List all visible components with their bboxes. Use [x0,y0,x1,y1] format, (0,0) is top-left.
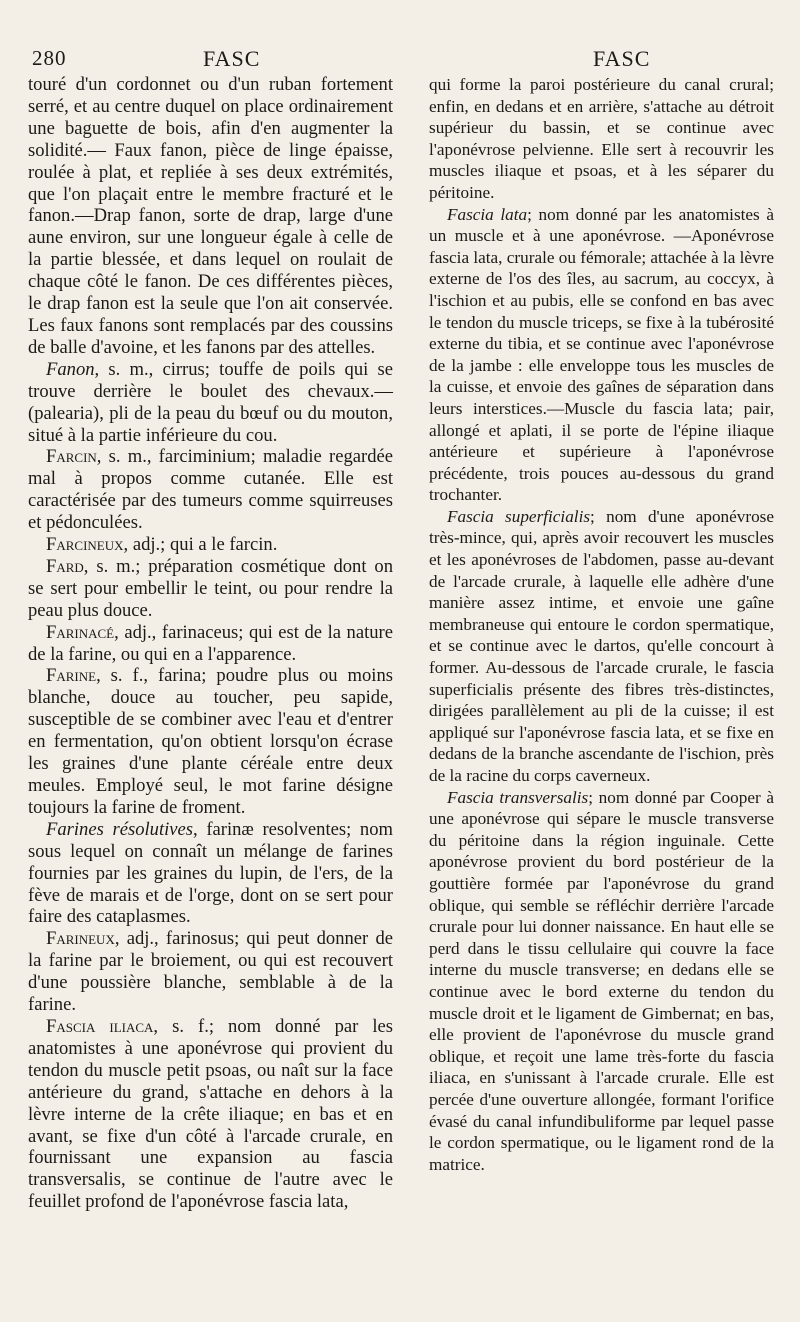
headword: Farineux [46,928,115,950]
headword: Farinacé [46,621,115,643]
entry-fascia-iliaca: Fascia iliaca, s. f.; nom donné par les anatomistes à une aponévrose qui provient du tendon du muscle petit psoas, ou naît sur la face antérieure du grand, s'attache en dehors à la lèvre interne de la crête iliaque; en bas et en avant, se fixe d'un côté à l'arcade crurale, en fournissant une expansion au fascia transversalis, se continue de l'autre avec le feuillet profond de l'aponévrose fascia lata, [28,1015,393,1213]
entry-farcin: Farcin, s. m., farciminium; maladie regardée mal à propos comme cutanée. Elle est caractérisée par des tumeurs comme squirreuses et pédonculées. [28,446,393,534]
headword: Farcin [46,446,97,468]
headword: Farine [46,665,97,687]
headword: Farcineux [46,534,124,556]
page-number: 280 [32,46,67,70]
text-columns [28,74,774,1213]
entry-farineux: Farineux, adj., farinosus; qui peut donner de la farine par le broiement, ou qui est recouvert d'une poussière blanche, semblable à de la farine. [28,928,393,1016]
headword: Farines résolutives [46,818,194,840]
headword: Fard [46,555,84,577]
entry-fanon: Fanon, s. m., cirrus; touffe de poils qui se trouve derrière le boulet des chevaux.—(palearia), pli de la peau du bœuf ou du mouton, situé à la partie inférieure du cou. [28,358,393,446]
entry-fascia-transversalis: Fascia transversalis; nom donné par Cooper à une aponévrose qui sépare le muscle transverse du péritoine dans la région inguinale. Cette aponévrose provient du bord postérieur de la gouttière formée par l'aponévrose du grand oblique, qui semble se réfléchir derrière l'arcade crurale pour lui donner naissance. En haut elle se perd dans le tissu cellulaire qui couvre la face interne du muscle transverse; en dedans elle se continue avec le bord externe du tendon du muscle droit et le ligament de Gimbernat; en bas, elle provient de l'aponévrose du muscle grand oblique, et reçoit une lame très-forte du fascia iliaca, en s'unissant à l'arcade crurale. Elle est percée d'une ouverture allongée, formant l'orifice évasé du canal infundibuliforme par lequel passe le cordon spermatique, ou le ligament rond de la matrice. [429,787,774,1174]
left-column [28,74,393,1213]
entry-continuation: touré d'un cordonnet ou d'un ruban fortement serré, et au centre duquel on place ordinairement une baguette de bois, afin d'en augmenter la solidité.— Faux fanon, pièce de linge épaisse, roulée à plat, et repliée à ses deux extrémités, que l'on plaçait entre le membre fracturé et le fanon.—Drap fanon, sorte de drap, large d'une aune environ, sur une longueur égale à celle de la partie blessée, et dans lequel on roulait de chaque côté le fanon. De ces différentes pièces, le drap fanon est la seule que l'on ait conservée. Les faux fanons sont remplacés par des coussins de balle d'avoine, et les fanons par des attelles. [28,74,393,358]
right-running-title: FASC [593,46,651,71]
entry-farcineux: Farcineux, adj.; qui a le farcin. [46,534,278,556]
left-running-title: FASC [203,46,261,71]
entry-fascia-lata: Fascia lata; nom donné par les anatomistes à un muscle et à une aponévrose. —Aponévrose fascia lata, crurale ou fémorale; attachée à la lèvre externe de l'os des îles, au sacrum, au coccyx, à l'ischion et au pubis, elle se confond en bas avec le tendon du muscle triceps, se fixe à la tubérosité externe du tibia, et se continue avec l'aponévrose de la jambe : elle enveloppe tous les muscles de la cuisse, et envoie des gaînes de séparation dans leurs interstices.—Muscle du fascia lata; pair, allongé et aplati, il se porte de l'épine iliaque antérieure et supérieure à l'aponévrose précédente, trois pouces au-dessous du grand trochanter. [429,204,774,505]
headword: Fanon [46,358,95,380]
entry-fard: Fard, s. m.; préparation cosmétique dont on se sert pour embellir le teint, ou pour rendre la peau plus douce. [28,555,393,621]
entry-continuation: qui forme la paroi postérieure du canal crural; enfin, en dedans et en arrière, s'attache au détroit supérieur du bassin, et se continue avec l'aponévrose pelvienne. Elle sert à recouvrir les muscles iliaque et psoas, et à les séparer du péritoine. [429,75,774,202]
entry-farines-resolutives: Farines résolutives, farinæ resolventes; nom sous lequel on connaît un mélange de farines fournies par les graines du lupin, de l'ers, de la fève de marais et de l'orge, dont on se sert pour faire des cataplasmes. [28,818,393,928]
entry-farinace: Farinacé, adj., farinaceus; qui est de la nature de la farine, ou qui en a l'apparence. [28,621,393,665]
entry-fascia-superficialis: Fascia superficialis; nom d'une aponévrose très-mince, qui, après avoir recouvert les muscles et les aponévroses de l'abdomen, passe au-devant de l'arcade crurale, à laquelle elle adhère d'une manière assez intime, et envoie une gaîne membraneuse qui entoure le cordon spermatique, et se continue avec le dartos, qu'elle concourt à former. Au-dessous de l'arcade crurale, le fascia superficialis présente des fibres très-distinctes, dirigées parallèlement au pli de la cuisse; il est appliqué sur l'aponévrose fascia lata, et se fixe en dedans de la branche ascendante de l'ischion, près de la racine du corps caverneux. [429,506,774,785]
headword: Fascia superficialis [447,506,591,526]
right-column [429,74,774,1213]
headword: Fascia lata [447,204,528,224]
running-header [28,42,774,74]
headword: Fascia transversalis [447,787,589,807]
headword: Fascia iliaca [46,1015,154,1037]
entry-farine: Farine, s. f., farina; poudre plus ou moins blanche, douce au toucher, peu sapide, susceptible de se combiner avec l'eau et d'entrer en fermentation, qu'on obtient lorsqu'on écrase les graines d'une plante céréale entre deux meules. Employé seul, le mot farine désigne toujours la farine de froment. [28,665,393,818]
